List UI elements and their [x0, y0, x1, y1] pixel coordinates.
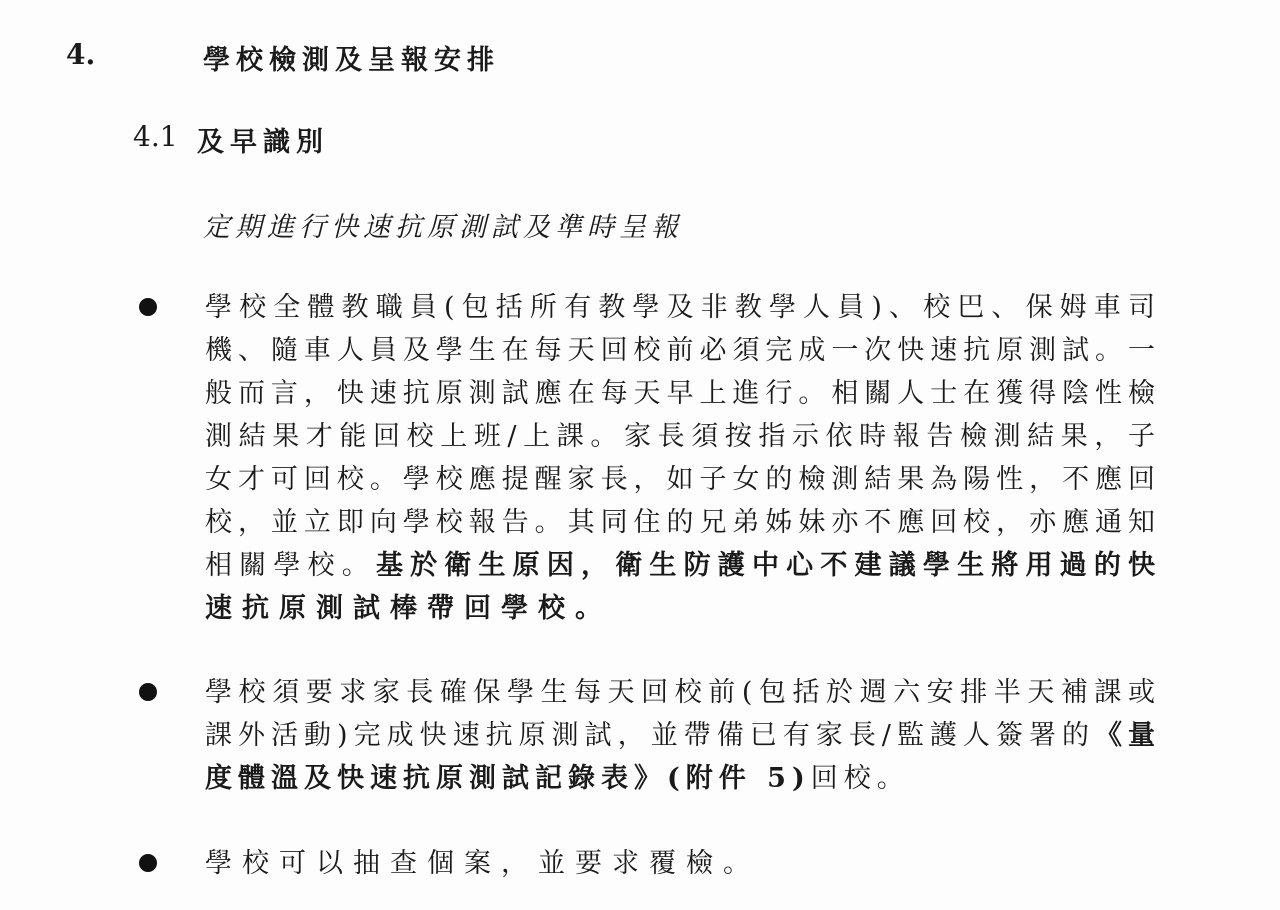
- paragraph-line: [205, 331, 1155, 371]
- subsection-title: 及早識別: [197, 127, 329, 158]
- paragraph-line: [205, 374, 1155, 414]
- text: 校，並立即向學校報告。其同住的兄弟姊妹亦不應回校，亦應通知: [205, 507, 1155, 538]
- paragraph-line: [205, 460, 1155, 500]
- paragraph-line: [205, 288, 1155, 328]
- subsection-number: 4.1: [133, 120, 178, 153]
- paragraph-line: [205, 503, 1155, 543]
- paragraph-line: [205, 844, 1155, 884]
- bold-text: 基於衛生原因，衛生防護中心不建議學生將用過的快: [375, 550, 1156, 581]
- bold-text: 速抗原測試棒帶回學校。: [205, 593, 612, 624]
- text: 般而言，快速抗原測試應在每天早上進行。相關人士在獲得陰性檢: [205, 378, 1155, 409]
- text: 學校全體教職員(包括所有教學及非教學人員)、校巴、保姆車司: [205, 292, 1155, 323]
- bullet-icon: [139, 298, 157, 316]
- paragraph-line: [205, 546, 1155, 586]
- bold-text: 度體溫及快速抗原測試記錄表》(附件 5): [205, 763, 811, 794]
- paragraph-line: [205, 417, 1155, 457]
- text: 課外活動)完成快速抗原測試，並帶備已有家長/監護人簽署的: [205, 720, 1095, 751]
- bold-text: 《量: [1094, 720, 1155, 751]
- text: 回校。: [810, 763, 910, 794]
- bullet-icon: [139, 683, 157, 701]
- section-title: 學校檢測及呈報安排: [203, 45, 500, 76]
- text: 測結果才能回校上班/上課。家長須按指示依時報告檢測結果，子: [205, 421, 1155, 452]
- text: 相關學校。: [205, 550, 376, 581]
- bullet-icon: [139, 854, 157, 872]
- text: 學校須要求家長確保學生每天回校前(包括於週六安排半天補課或: [205, 677, 1155, 708]
- paragraph-line: [205, 759, 1155, 799]
- paragraph-line: [205, 589, 1155, 629]
- paragraph-line: [205, 716, 1155, 756]
- subheading: 定期進行快速抗原測試及準時呈報: [203, 212, 683, 243]
- section-number: 4.: [66, 38, 96, 71]
- text: 女才可回校。學校應提醒家長，如子女的檢測結果為陽性，不應回: [205, 464, 1155, 495]
- text: 機、隨車人員及學生在每天回校前必須完成一次快速抗原測試。一: [205, 335, 1155, 366]
- text: 學校可以抽查個案，並要求覆檢。: [205, 848, 760, 879]
- paragraph-line: [205, 673, 1155, 713]
